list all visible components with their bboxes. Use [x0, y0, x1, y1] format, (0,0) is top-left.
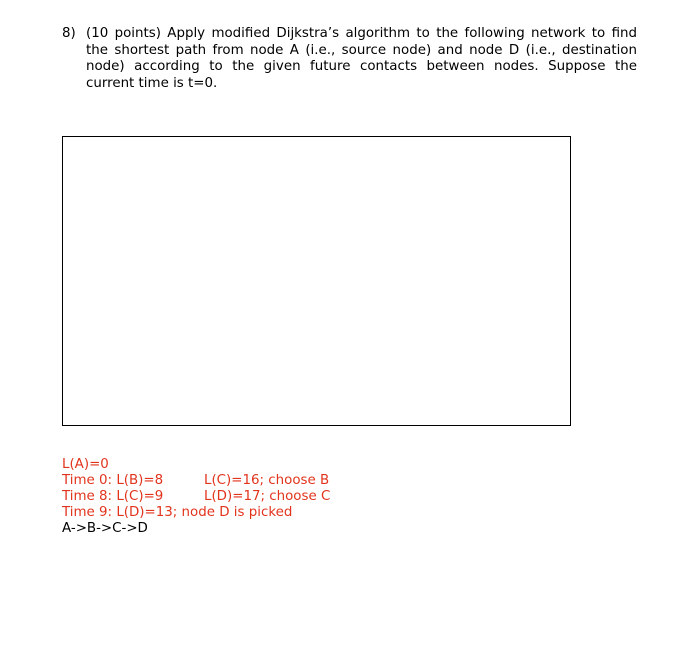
answer-step-time0-left: Time 0: L(B)=8 — [62, 473, 164, 488]
answer-line-3 — [62, 489, 330, 505]
question-number: 8) — [62, 26, 76, 41]
question-text: (10 points) Apply modified Dijkstra’s algorithm to the following network to find the shortest path from node A (i.e., source node) and node D (i.e., destination node) according to the given future contacts between nodes. Suppose the current time is t=0. — [86, 26, 637, 91]
answer-line-1 — [62, 457, 330, 473]
question-block — [62, 26, 637, 92]
answer-step-time8-left: Time 8: L(C)=9 — [62, 489, 164, 504]
answer-line-4 — [62, 505, 330, 521]
answer-line-2 — [62, 473, 330, 489]
answer-block — [62, 457, 330, 537]
answer-step-time9: Time 9: L(D)=13; node D is picked — [62, 505, 293, 520]
answer-step-time8-right: L(D)=17; choose C — [204, 489, 331, 504]
network-figure-placeholder — [62, 136, 571, 426]
answer-step-time0-right: L(C)=16; choose B — [204, 473, 330, 488]
answer-path-text: A->B->C->D — [62, 521, 148, 536]
answer-path — [62, 521, 330, 537]
answer-initial-label: L(A)=0 — [62, 457, 109, 472]
question-row — [62, 26, 637, 92]
